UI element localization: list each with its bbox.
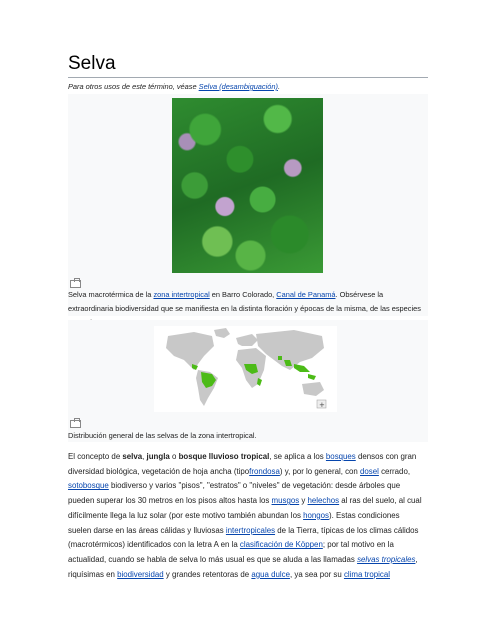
- paragraph-text: , riquísimas en: [68, 554, 418, 579]
- paragraph-text: y: [299, 496, 308, 506]
- map-zoom-icon: [317, 400, 326, 409]
- article-body: [68, 450, 424, 582]
- enlarge-icon[interactable]: [70, 280, 81, 288]
- paragraph-text: bosque lluvioso tropical: [178, 452, 270, 461]
- page-title: Selva: [68, 53, 428, 78]
- paragraph-text: densos con gran diversidad biológica, vegetación de hoja ancha (tipo: [68, 452, 417, 476]
- paragraph-link[interactable]: musgos: [271, 496, 300, 506]
- paragraph-link[interactable]: dosel: [360, 466, 379, 476]
- paragraph-link[interactable]: bosques: [325, 452, 356, 461]
- caption-link[interactable]: zona intertropical: [153, 290, 210, 299]
- caption-text: . Obsérvese la extraordinaria biodiversidad que se manifiesta en la distinta floración y épocas de la misma, de las especies: [68, 290, 421, 313]
- paragraph-text: , se aplica a los: [269, 452, 326, 461]
- figure-world-map: [68, 320, 428, 442]
- disambiguation-link[interactable]: Selva (desambiguación): [198, 82, 278, 91]
- caption-text: en Barro Colorado,: [209, 290, 277, 299]
- paragraph-text: o: [169, 452, 179, 461]
- paragraph-link[interactable]: helechos: [307, 496, 340, 506]
- caption-link[interactable]: Canal de Panamá: [276, 290, 336, 299]
- figure-rainforest: [68, 94, 428, 316]
- paragraph-text: ) y, por lo general, con: [279, 466, 361, 476]
- paragraph-text: , ya sea por su: [289, 569, 344, 579]
- paragraph-text: selva: [122, 452, 143, 461]
- paragraph-link[interactable]: intertropicales: [225, 525, 276, 535]
- paragraph-text: ). Estas condiciones suelen darse en las áreas cálidas y lluviosas: [68, 510, 400, 535]
- hatnote: [68, 82, 280, 91]
- paragraph-link[interactable]: sotobosque: [68, 481, 109, 491]
- paragraph-link[interactable]: frondosa: [249, 466, 280, 476]
- rainforest-photo[interactable]: [172, 98, 323, 273]
- paragraph-link[interactable]: hongos: [303, 510, 329, 520]
- svg-text:+: +: [319, 401, 325, 409]
- paragraph-text: biodiverso y varios "pisos", "estratos" o "niveles" de vegetación: desde árboles que pueden superar los 30 metros en los pisos altos hasta los: [68, 481, 401, 506]
- paragraph-text: ; por tal motivo en la actualidad, cuando se habla de selva lo más usual es que se aluda a las llamadas: [68, 540, 394, 564]
- caption-text: Selva macrotérmica de la: [68, 290, 154, 299]
- paragraph-link[interactable]: biodiversidad: [117, 569, 164, 579]
- intro-paragraph: [68, 450, 424, 582]
- world-map-svg: [154, 326, 337, 412]
- paragraph-link[interactable]: clasificación de Köppen: [239, 540, 323, 550]
- paragraph-text: ,: [142, 452, 147, 461]
- paragraph-link[interactable]: clima tropical: [343, 569, 390, 579]
- paragraph-text: de la Tierra, típicas de los climas cálidos (macrotérmicos) identificados con la letra A en la: [68, 525, 419, 550]
- map-caption: Distribución general de las selvas de la zona intertropical.: [68, 431, 257, 440]
- paragraph-text: y grandes retentoras de: [163, 569, 252, 579]
- paragraph-text: cerrado,: [378, 466, 411, 476]
- paragraph-text: El concepto de: [68, 452, 123, 461]
- hatnote-prefix: Para otros usos de este término, véase: [68, 82, 199, 91]
- paragraph-text: al ras del suelo, al cual difícilmente llega la luz solar (por este motivo también abundan los: [68, 496, 422, 520]
- paragraph-link[interactable]: selvas tropicales: [357, 554, 416, 564]
- enlarge-icon-2[interactable]: [70, 420, 81, 428]
- paragraph-text: jungla: [146, 452, 170, 461]
- rainforest-distribution-map[interactable]: [154, 326, 337, 412]
- paragraph-link[interactable]: agua dulce: [251, 569, 290, 579]
- hatnote-suffix: .: [277, 82, 280, 91]
